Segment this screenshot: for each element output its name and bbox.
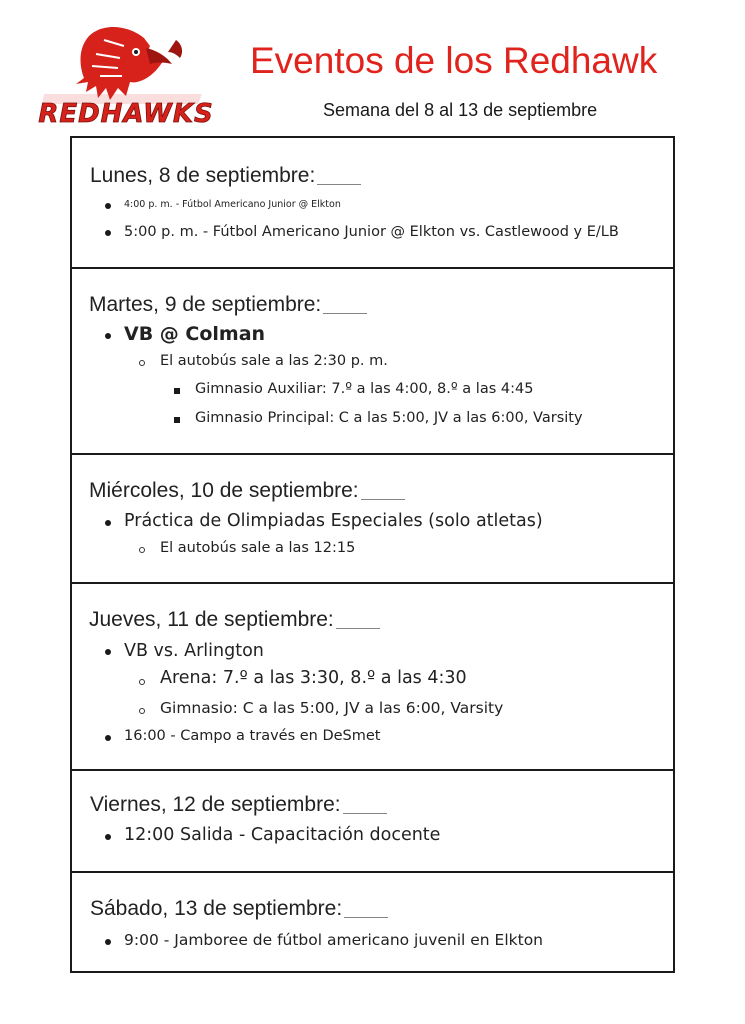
day-heading: Viernes, 12 de septiembre: — [90, 793, 387, 817]
bullet-disc-icon — [105, 649, 111, 655]
bullet-disc-icon — [105, 520, 111, 526]
day-thursday — [72, 584, 673, 771]
event-item: 5:00 p. m. - Fútbol Americano Junior @ Elkton vs. Castlewood y E/LB — [124, 224, 619, 240]
page-title: Eventos de los Redhawk — [250, 40, 658, 81]
bullet-disc-icon — [105, 333, 111, 339]
event-item: 12:00 Salida - Capacitación docente — [124, 825, 441, 845]
event-item: Práctica de Olimpiadas Especiales (solo atletas) — [124, 511, 543, 531]
bullet-disc-icon — [105, 939, 111, 945]
event-item: VB vs. Arlington — [124, 641, 264, 661]
logo-wordmark: REDHAWKS — [38, 99, 214, 128]
bullet-circle-icon — [139, 679, 145, 685]
event-item: VB @ Colman — [124, 323, 266, 345]
event-item: Gimnasio: C a las 5:00, JV a las 6:00, Varsity — [160, 699, 504, 717]
redhawks-logo — [26, 18, 226, 128]
hawk-head-icon — [26, 18, 226, 128]
day-heading: Lunes, 8 de septiembre: — [90, 164, 361, 188]
event-item: 9:00 - Jamboree de fútbol americano juvenil en Elkton — [124, 931, 544, 949]
bullet-disc-icon — [105, 230, 111, 236]
day-heading: Miércoles, 10 de septiembre: — [89, 479, 405, 503]
event-item: El autobús sale a las 12:15 — [160, 540, 356, 556]
bullet-circle-icon — [139, 547, 145, 553]
event-item: Arena: 7.º a las 3:30, 8.º a las 4:30 — [160, 668, 467, 688]
day-friday — [72, 771, 673, 873]
bullet-square-icon — [174, 388, 180, 394]
bullet-square-icon — [174, 417, 180, 423]
event-item: Gimnasio Principal: C a las 5:00, JV a las 6:00, Varsity — [195, 410, 583, 426]
bullet-disc-icon — [105, 834, 111, 840]
day-saturday — [72, 873, 673, 971]
event-item: 4:00 p. m. - Fútbol Americano Junior @ Elkton — [124, 199, 341, 210]
event-item: 16:00 - Campo a través en DeSmet — [124, 728, 381, 744]
bullet-circle-icon — [139, 360, 145, 366]
bullet-disc-icon — [105, 735, 111, 741]
day-heading: Sábado, 13 de septiembre: — [90, 897, 388, 921]
day-wednesday — [72, 455, 673, 584]
day-heading: Jueves, 11 de septiembre: — [89, 608, 380, 632]
bullet-disc-icon — [105, 203, 111, 209]
weekly-schedule — [70, 136, 675, 973]
event-item: Gimnasio Auxiliar: 7.º a las 4:00, 8.º a las 4:45 — [195, 381, 534, 397]
day-monday — [72, 138, 673, 269]
event-item: El autobús sale a las 2:30 p. m. — [160, 353, 388, 369]
bullet-circle-icon — [139, 708, 145, 714]
week-subtitle: Semana del 8 al 13 de septiembre — [323, 100, 598, 120]
day-tuesday — [72, 269, 673, 455]
day-heading: Martes, 9 de septiembre: — [89, 293, 367, 317]
